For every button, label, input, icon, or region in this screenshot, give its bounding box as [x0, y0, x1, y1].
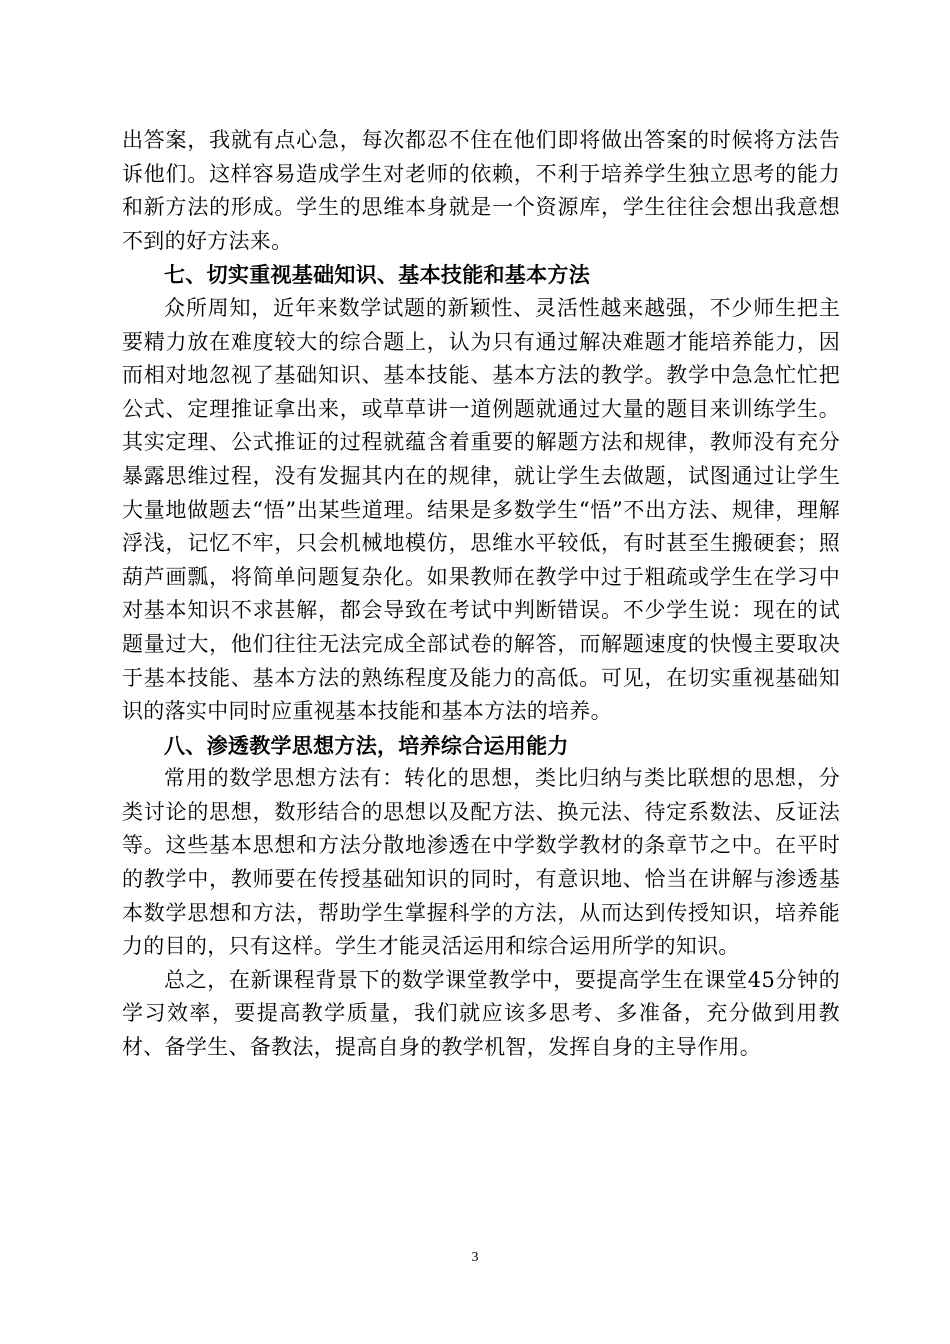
section-heading-seven: 七、切实重视基础知识、基本技能和基本方法 — [164, 262, 590, 288]
paragraph-conclusion: 总之，在新课程背景下的数学课堂教学中，要提高学生在课堂45分钟的学习效率，要提高教学质量，我们就应该多思考、多准备，充分做到用教材、备学生、备教法，提高自身的教学机智，发挥自身的主导作用。 — [122, 967, 840, 1060]
paragraph-continuation: 出答案，我就有点心急，每次都忍不住在他们即将做出答案的时候将方法告诉他们。这样容易造成学生对老师的依赖，不利于培养学生独立思考的能力和新方法的形成。学生的思维本身就是一个资源库，学生往往会想出我意想不到的好方法来。 — [122, 128, 840, 253]
section-heading-eight: 八、渗透教学思想方法，培养综合运用能力 — [164, 732, 569, 758]
paragraph-basics: 众所周知，近年来数学试题的新颖性、灵活性越来越强，不少师生把主要精力放在难度较大的综合题上，认为只有通过解决难题才能培养能力，因而相对地忽视了基础知识、基本技能、基本方法的教学。教学中急急忙忙把公式、定理推证拿出来，或草草讲一道例题就通过大量的题目来训练学生。其实定理、公式推证的过程就蕴含着重要的解题方法和规律，教师没有充分暴露思维过程，没有发掘其内在的规律，就让学生去做题，试图通过让学生大量地做题去“悟”出某些道理。结果是多数学生“悟”不出方法、规律，理解浮浅，记忆不牢，只会机械地模仿，思维水平较低，有时甚至生搬硬套；照葫芦画瓢，将简单问题复杂化。如果教师在教学中过于粗疏或学生在学习中对基本知识不求甚解，都会导致在考试中判断错误。不少学生说：现在的试题量过大，他们往往无法完成全部试卷的解答，而解题速度的快慢主要取决于基本技能、基本方法的熟练程度及能力的高低。可见，在切实重视基础知识的落实中同时应重视基本技能和基本方法的培养。 — [122, 295, 840, 724]
page-number: 3 — [471, 1250, 479, 1265]
paragraph-thinking-methods: 常用的数学思想方法有：转化的思想，类比归纳与类比联想的思想，分类讨论的思想，数形结合的思想以及配方法、换元法、待定系数法、反证法等。这些基本思想和方法分散地渗透在中学数学教材的条章节之中。在平时的教学中，教师要在传授基础知识的同时，有意识地、恰当在讲解与渗透基本数学思想和方法，帮助学生掌握科学的方法，从而达到传授知识，培养能力的目的，只有这样。学生才能灵活运用和综合运用所学的知识。 — [122, 766, 840, 959]
document-body — [122, 124, 840, 1065]
